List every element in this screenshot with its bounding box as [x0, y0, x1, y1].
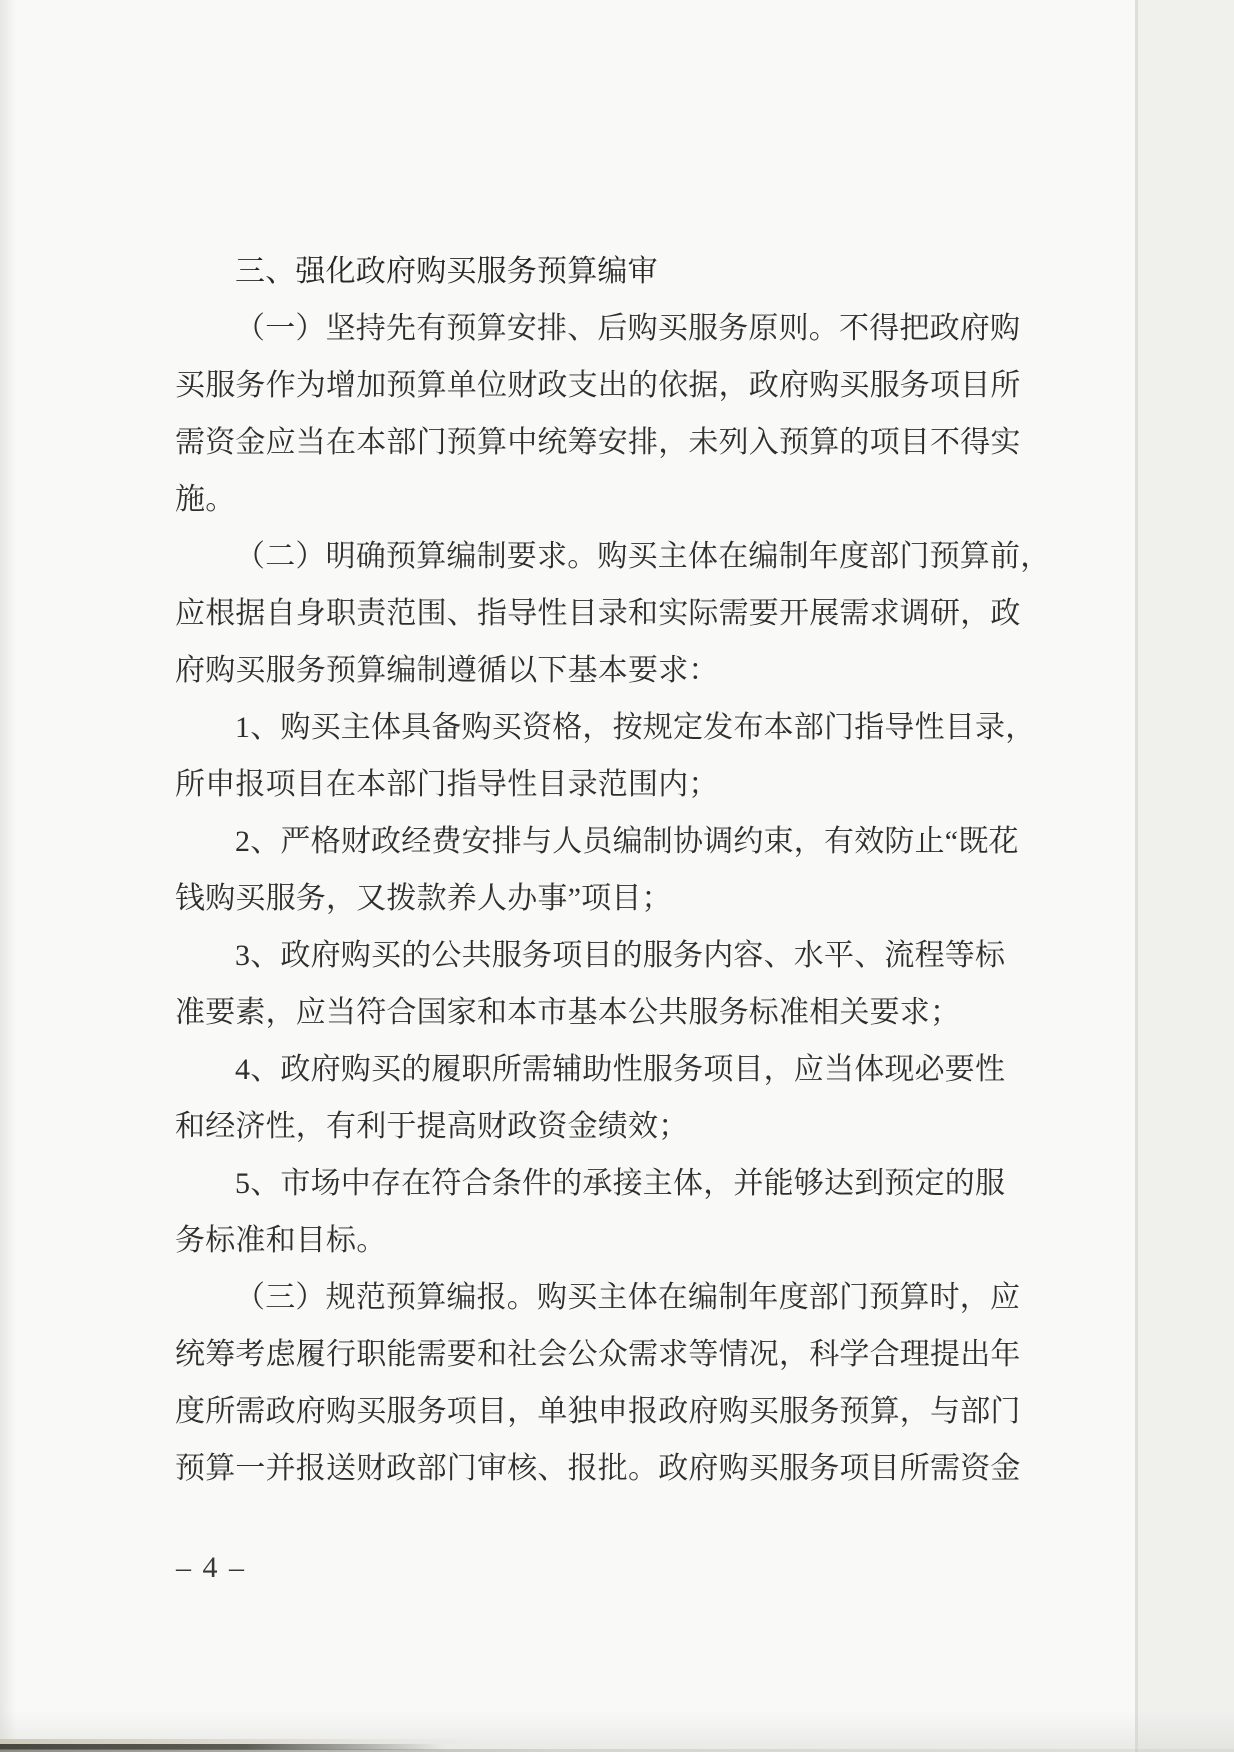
body-line: 钱购买服务，又拨款养人办事”项目； — [175, 882, 672, 915]
page-number: – 4 – — [176, 1551, 246, 1584]
body-line: 施。 — [175, 483, 236, 516]
body-line: （一）坚持先有预算安排、后购买服务原则。不得把政府购 — [235, 312, 1021, 345]
body-line: 统筹考虑履行职能需要和社会公众需求等情况，科学合理提出年 — [175, 1338, 1021, 1371]
body-line: （三）规范预算编报。购买主体在编制年度部门预算时，应 — [235, 1281, 1021, 1314]
body-line: 度所需政府购买服务项目，单独申报政府购买服务预算，与部门 — [175, 1395, 1021, 1428]
body-line: 务标准和目标。 — [175, 1224, 387, 1257]
body-line: 准要素，应当符合国家和本市基本公共服务标准相关要求； — [175, 996, 961, 1029]
body-line: 府购买服务预算编制遵循以下基本要求： — [175, 654, 719, 687]
body-line: 2、严格财政经费安排与人员编制协调约束，有效防止“既花 — [235, 825, 1019, 858]
body-line: 所申报项目在本部门指导性目录范围内； — [175, 768, 719, 801]
body-line: 1、购买主体具备购买资格，按规定发布本部门指导性目录， — [235, 711, 1036, 744]
body-line: 预算一并报送财政部门审核、报批。政府购买服务项目所需资金 — [175, 1452, 1021, 1485]
body-line: 5、市场中存在符合条件的承接主体，并能够达到预定的服 — [235, 1167, 1006, 1200]
section-heading: 三、强化政府购买服务预算编审 — [235, 255, 658, 288]
body-line: 应根据自身职责范围、指导性目录和实际需要开展需求调研，政 — [175, 597, 1021, 630]
paper-crease-line — [1135, 0, 1138, 1752]
scan-right-edge-shade — [1138, 0, 1234, 1752]
body-line: 需资金应当在本部门预算中统筹安排，未列入预算的项目不得实 — [175, 426, 1021, 459]
body-line: 和经济性，有利于提高财政资金绩效； — [175, 1110, 689, 1143]
document-body — [175, 243, 1051, 1497]
body-line: 买服务作为增加预算单位财政支出的依据，政府购买服务项目所 — [175, 369, 1021, 402]
body-line: （二）明确预算编制要求。购买主体在编制年度部门预算前， — [235, 540, 1051, 573]
scan-left-edge-shadow — [0, 0, 16, 1752]
body-line: 3、政府购买的公共服务项目的服务内容、水平、流程等标 — [235, 939, 1006, 972]
body-line: 4、政府购买的履职所需辅助性服务项目，应当体现必要性 — [235, 1053, 1006, 1086]
